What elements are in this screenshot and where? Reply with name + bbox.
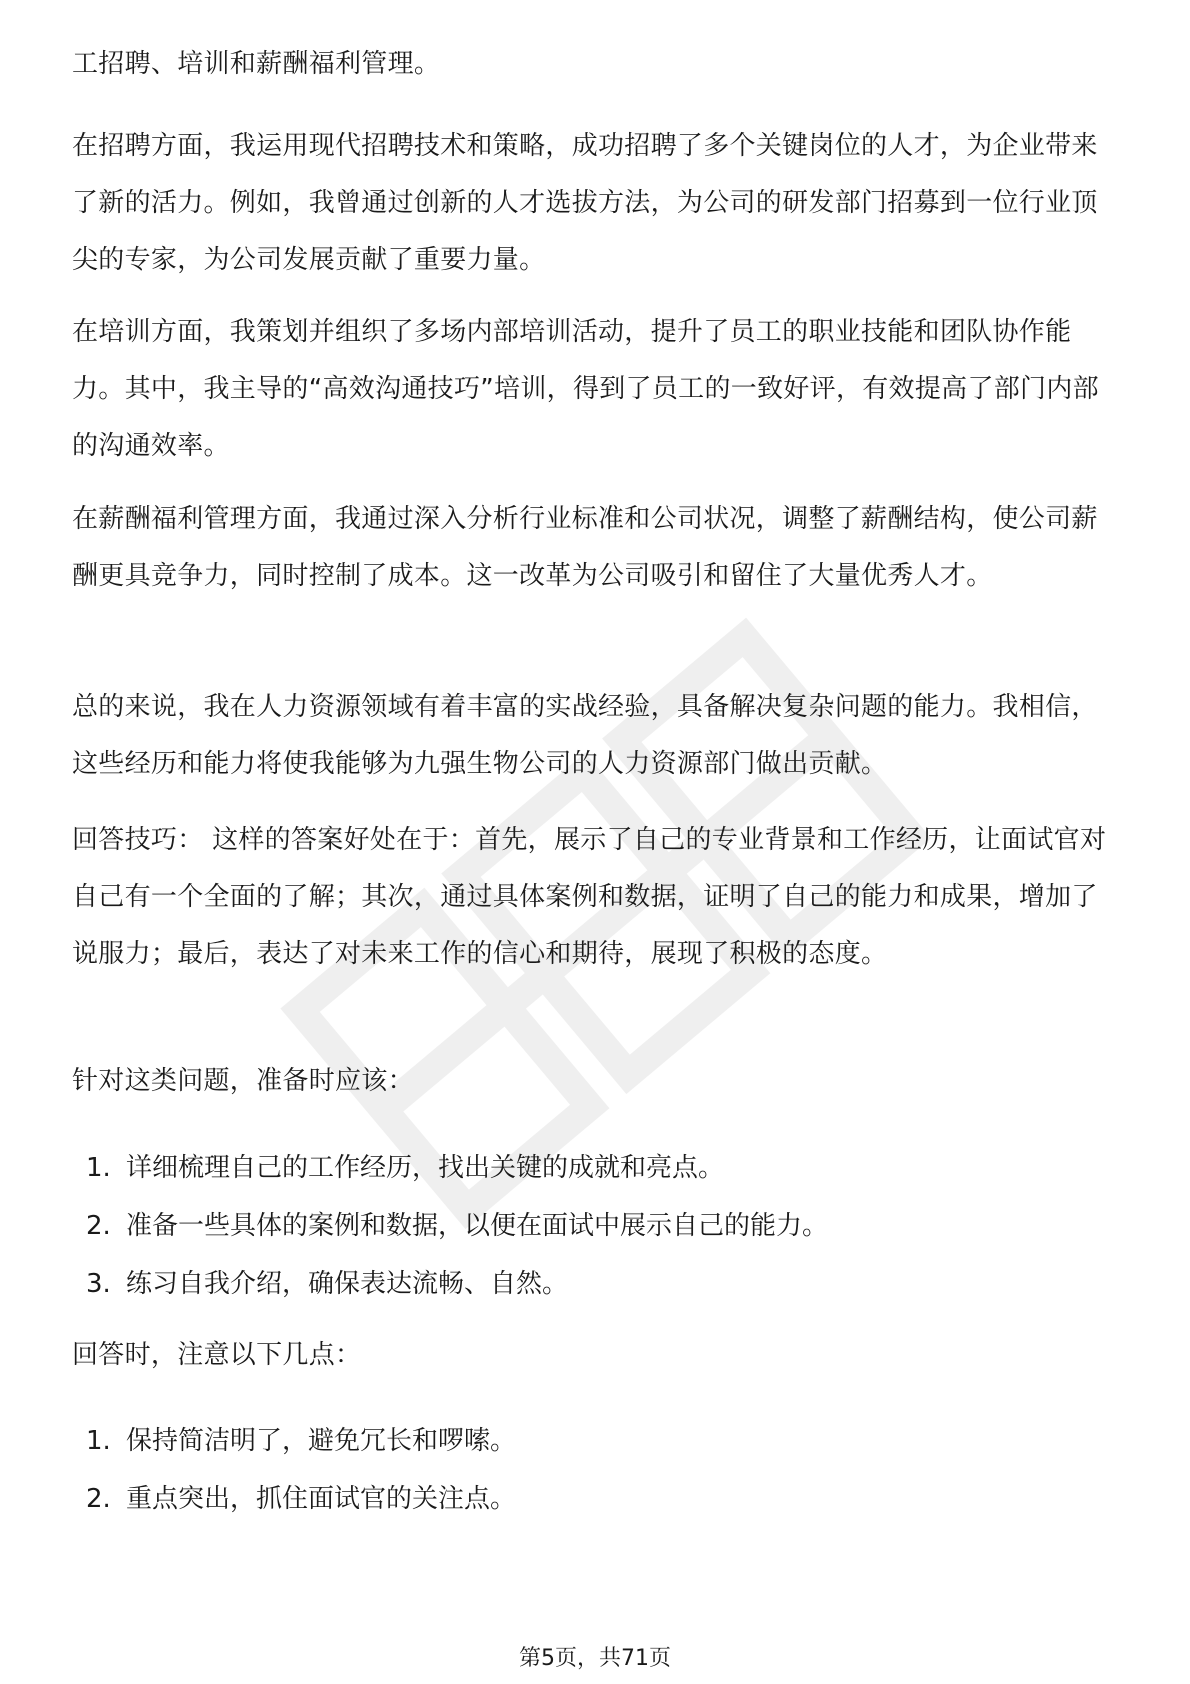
paragraph-summary: 总的来说，我在人力资源领域有着丰富的实战经验，具备解决复杂问题的能力。我相信，这些经历和能力将使我能够为九强生物公司的人力资源部门做出贡献。 (72, 692, 1098, 779)
paragraph-intro-tail: 工招聘、培训和薪酬福利管理。 (72, 49, 441, 79)
paragraph-prep-heading: 针对这类问题，准备时应该： (72, 1066, 414, 1096)
paragraph-training: 在培训方面，我策划并组织了多场内部培训活动，提升了员工的职业技能和团队协作能力。其中，我主导的“高效沟通技巧”培训，得到了员工的一致好评，有效提高了部门内部的沟通效率。 (72, 317, 1099, 461)
list-item: 2. 准备一些具体的案例和数据，以便在面试中展示自己的能力。 (86, 1211, 829, 1241)
list-item: 2. 重点突出，抓住面试官的关注点。 (86, 1484, 517, 1514)
list-item: 3. 练习自我介绍，确保表达流畅、自然。 (86, 1269, 569, 1299)
answer-list (86, 1412, 516, 1528)
paragraph-compensation: 在薪酬福利管理方面，我通过深入分析行业标准和公司状况，调整了薪酬结构，使公司薪酬更具竞争力，同时控制了成本。这一改革为公司吸引和留住了大量优秀人才。 (72, 504, 1098, 591)
paragraph-answer-heading: 回答时，注意以下几点： (72, 1340, 362, 1370)
page-number: 第5页，共71页 (519, 1646, 671, 1671)
paragraph-recruitment: 在招聘方面，我运用现代招聘技术和策略，成功招聘了多个关键岗位的人才，为企业带来了新的活力。例如，我曾通过创新的人才选拔方法，为公司的研发部门招募到一位行业顶尖的专家，为公司发展贡献了重要力量。 (72, 131, 1098, 275)
list-item: 1. 保持简洁明了，避免冗长和啰嗦。 (86, 1426, 517, 1456)
list-item: 1. 详细梳理自己的工作经历，找出关键的成就和亮点。 (86, 1153, 725, 1183)
paragraph-answer-tips: 回答技巧： 这样的答案好处在于：首先，展示了自己的专业背景和工作经历，让面试官对自己有一个全面的了解；其次，通过具体案例和数据，证明了自己的能力和成果，增加了说服力；最后，表达了对未来工作的信心和期待，展现了积极的态度。 (72, 825, 1107, 969)
prep-list (86, 1139, 828, 1313)
